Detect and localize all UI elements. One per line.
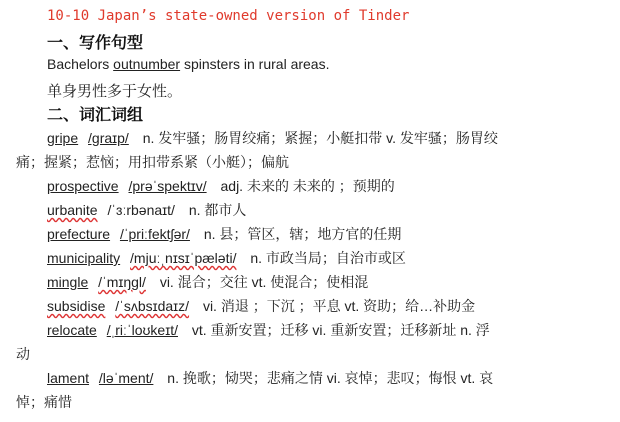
vocab-definition: adj. 未来的 未来的 ；预期的: [220, 178, 395, 194]
vocab-definition: n. 市政当局；自治市或区: [250, 250, 406, 266]
sentence-suffix: spinsters in rural areas.: [180, 56, 330, 72]
vocab-definition: vi. 混合；交往 vt. 使混合；使相混: [159, 274, 369, 290]
vocab-phonetic: /ˈsʌbsɪdaɪz/: [115, 298, 190, 314]
vocab-definition: n. 县；管区，辖；地方官的任期: [203, 226, 402, 242]
vocab-word: municipality: [47, 250, 121, 266]
vocab-entry-prefecture: [47, 224, 401, 244]
vocab-definition-continued: 悼；痛惜: [16, 394, 72, 410]
vocab-word: prospective: [47, 178, 119, 194]
vocab-phonetic: /ɡraɪp/: [88, 130, 129, 146]
section-heading-vocab: 二、词汇词组: [47, 105, 144, 124]
vocab-word: lament: [47, 370, 90, 386]
vocab-definition: vi. 消退 ；下沉 ；平息 vt. 资助；给…补助金: [202, 298, 476, 314]
vocab-definition: n. 发牢骚；肠胃绞痛；紧握；小艇扣带 v. 发牢骚；肠胃绞: [142, 130, 498, 146]
vocab-definition-continued: 痛；握紧；惹恼；用扣带系紧（小艇）；偏航: [16, 154, 289, 170]
vocab-word: mingle: [47, 274, 89, 290]
example-sentence: [47, 56, 330, 72]
vocab-word: gripe: [47, 130, 79, 146]
vocab-word: prefecture: [47, 226, 111, 242]
vocab-entry-prospective: [47, 176, 395, 196]
vocab-entry-mingle: [47, 272, 368, 292]
vocab-word: urbanite: [47, 202, 98, 218]
section-heading-writing: 一、写作句型: [47, 33, 144, 52]
vocab-phonetic: /ləˈment/: [98, 370, 154, 386]
vocab-word: relocate: [47, 322, 97, 338]
vocab-phonetic: /ˈpriːfektʃər/: [119, 226, 190, 242]
vocab-phonetic: /ˌriːˈloʊkeɪt/: [106, 322, 178, 338]
vocab-phonetic: /ˈɜːrbənaɪt/: [107, 202, 175, 218]
vocab-entry-gripe: [47, 128, 498, 148]
vocab-phonetic: /prəˈspektɪv/: [128, 178, 207, 194]
vocab-definition: vt. 重新安置；迁移 vi. 重新安置；迁移新址 n. 浮: [191, 322, 490, 338]
vocab-entry-municipality: [47, 248, 406, 268]
vocab-entry-relocate: [47, 320, 490, 340]
vocab-definition: n. 挽歌；恸哭；悲痛之情 vi. 哀悼；悲叹；悔恨 vt. 哀: [167, 370, 494, 386]
vocab-entry-lament: [47, 368, 493, 388]
vocab-definition-continued: 动: [16, 346, 30, 362]
vocab-phonetic: /ˈmɪŋɡl/: [98, 274, 146, 290]
vocab-entry-subsidise: [47, 296, 475, 316]
sentence-keyword: outnumber: [113, 56, 181, 72]
vocab-phonetic: /mjuːˌnɪsɪˈpæləti/: [130, 250, 237, 266]
vocab-word: subsidise: [47, 298, 106, 314]
vocab-definition: n. 都市人: [188, 202, 247, 218]
vocab-entry-urbanite: [47, 200, 246, 220]
sentence-prefix: Bachelors: [47, 56, 114, 72]
sentence-translation: 单身男性多于女性。: [47, 83, 183, 100]
document-title: 10-10 Japan’s state-owned version of Tinder: [47, 8, 410, 24]
